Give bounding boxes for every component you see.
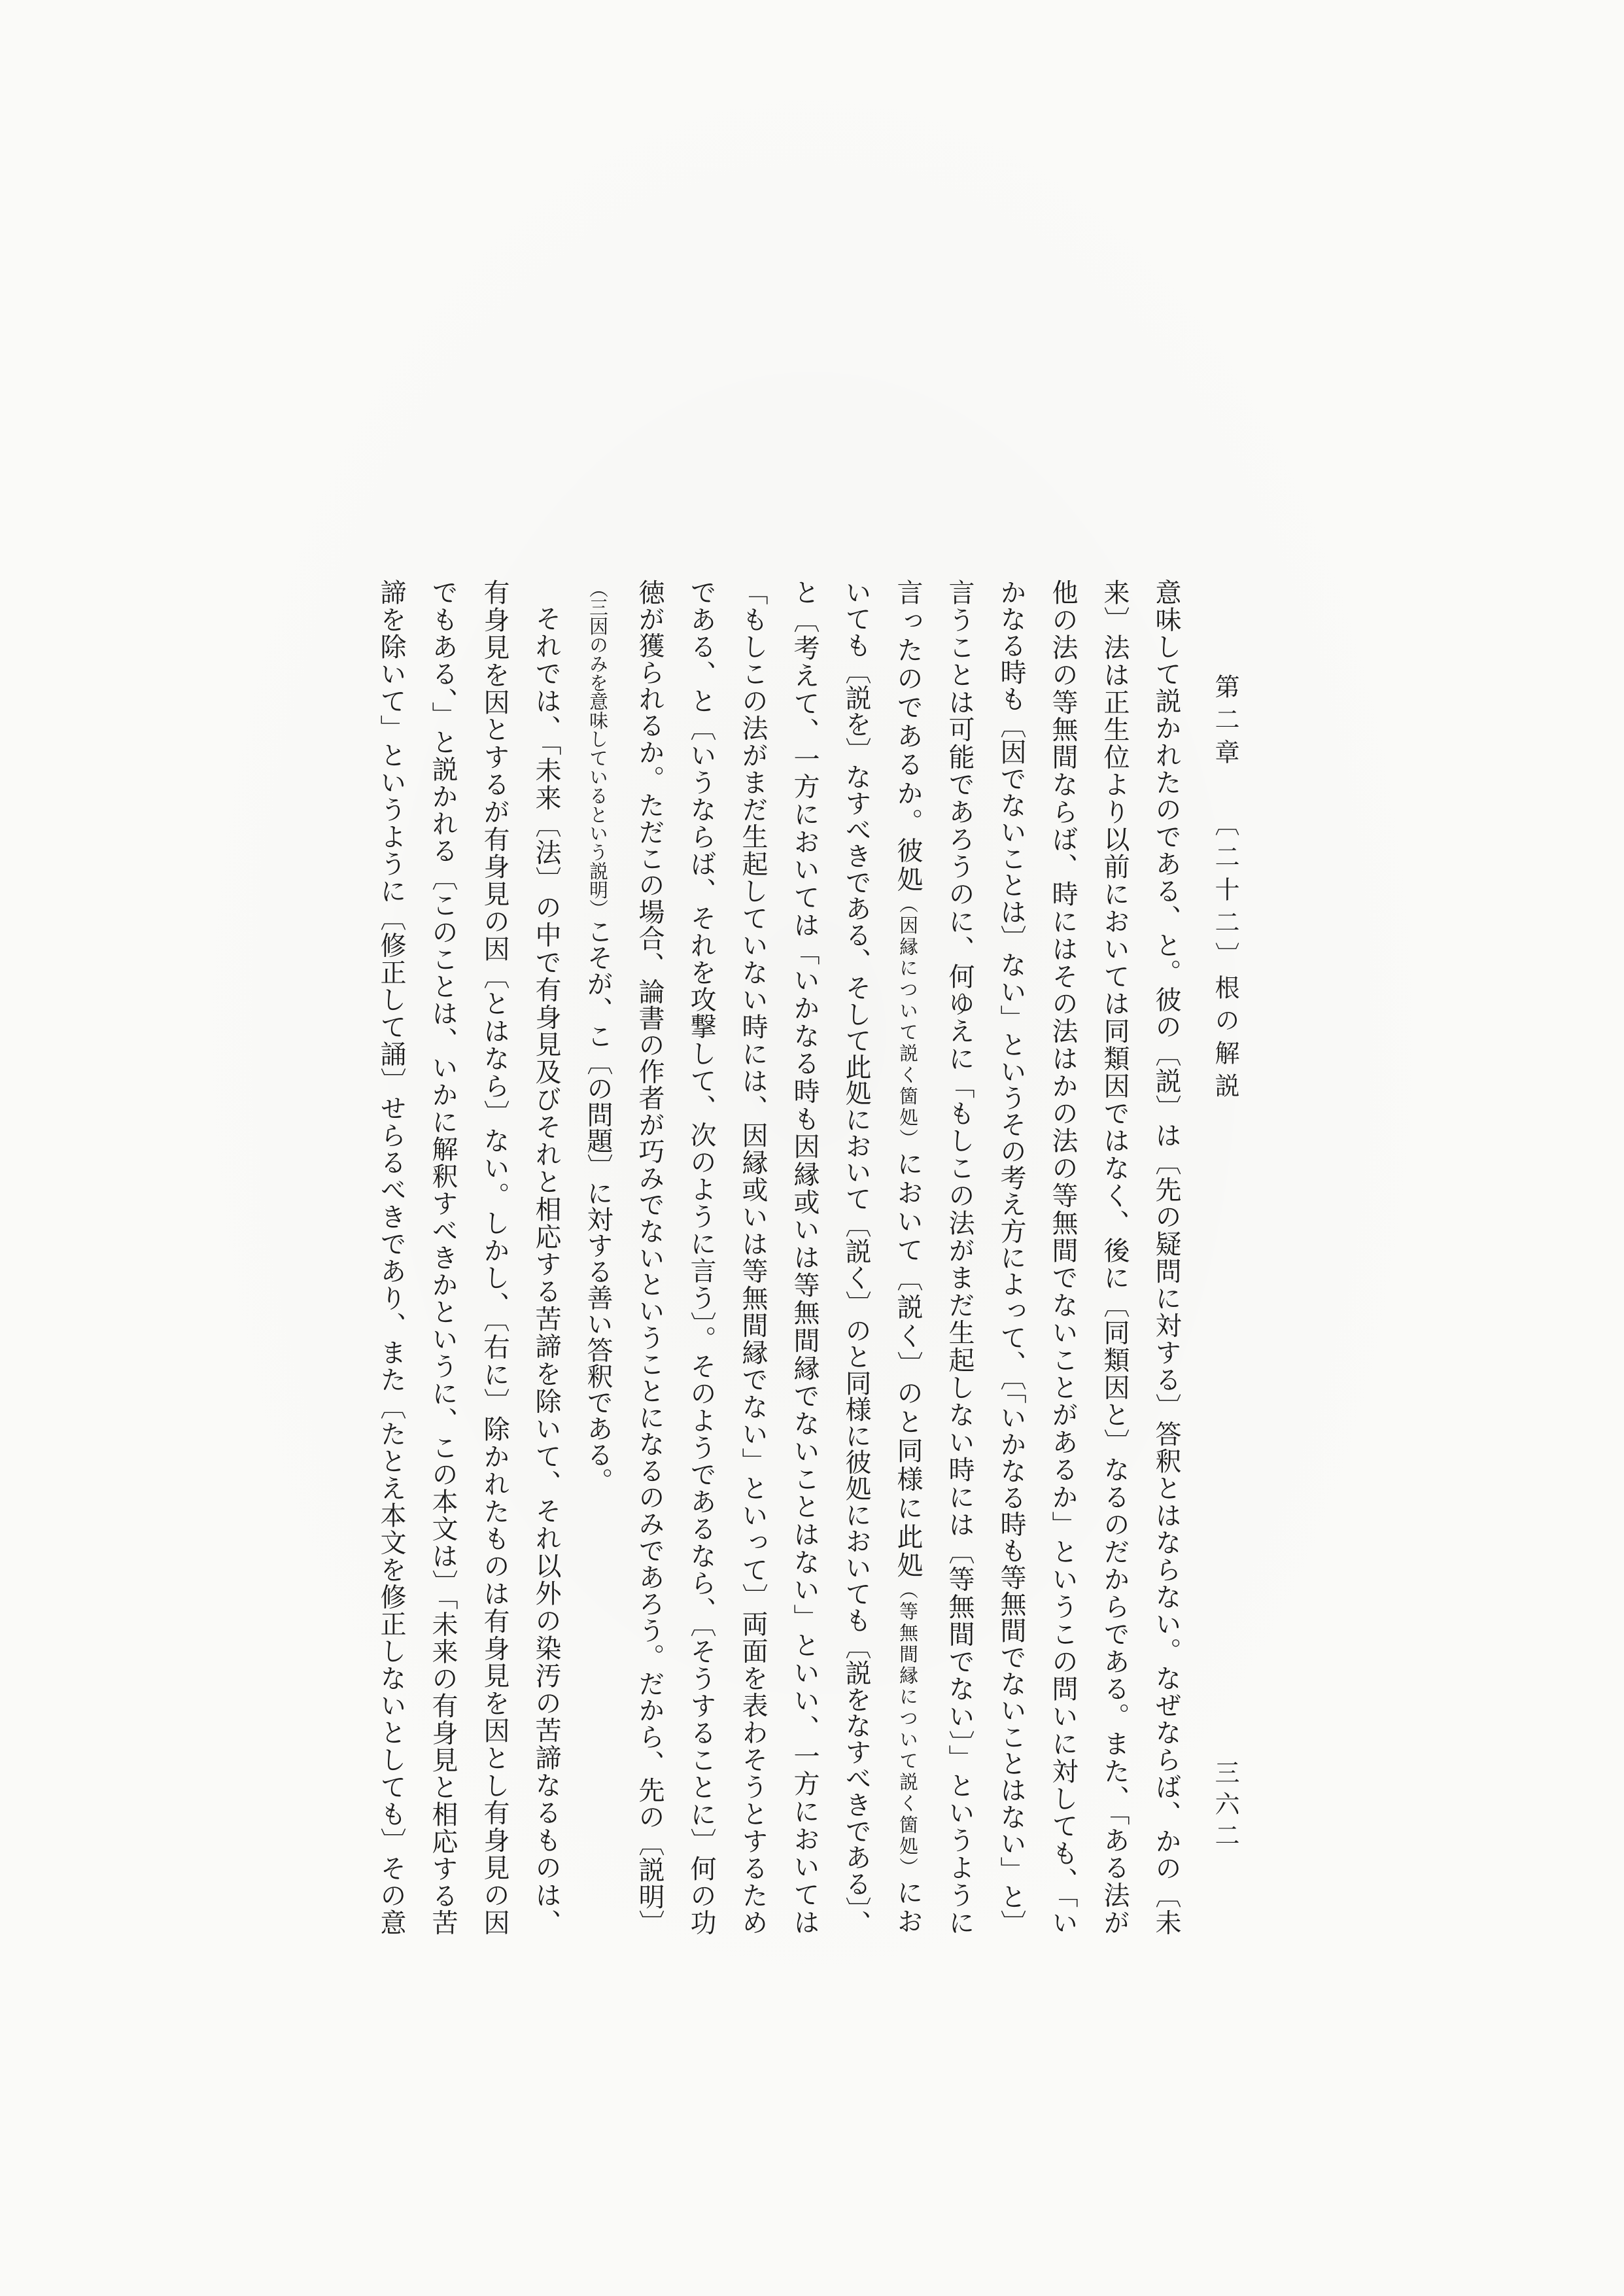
text-column-10 — [682, 579, 721, 1936]
running-head-chapter: 第二章 — [1211, 674, 1239, 772]
text-run: でもある、」と説かれる〔このことは、いかに解釈すべきかというに、この本文は〕「未来の有身見と相応する苦 — [428, 579, 458, 1936]
column-line — [893, 579, 923, 1936]
text-run: それでは、「未来〔法〕の中で有身見及びそれと相応する苦諦を除いて、それ以外の染汚の苦諦なるものは、 — [531, 605, 561, 1936]
text-run: と〔考えて、一方においては「いかなる時も因縁或いは等無間縁でないことはない」といい、一方においては — [789, 579, 820, 1936]
text-run: 言ったのであるか。彼処 — [893, 579, 923, 895]
text-column-12 — [578, 579, 617, 1936]
column-line — [583, 579, 613, 1493]
text-run: 他の法の等無間ならば、時にはその法はかの法の等無間でないことがあるか」というこの問いに対しても、「い — [1048, 579, 1078, 1936]
text-column-9 — [733, 579, 772, 1936]
column-line — [479, 579, 510, 1936]
text-column-15 — [423, 579, 462, 1936]
text-run: 意味して説かれたのである、と。彼の〔説〕は〔先の疑問に対する〕答釈とはならない。なぜならば、かの〔未 — [1151, 579, 1181, 1936]
text-run: である、と〔いうならば、それを攻撃して、次のように言う〕。そのようであるなら、〔そうすることに〕何の功 — [686, 579, 716, 1936]
page-number: 三六二 — [1211, 1760, 1239, 1854]
column-line — [1151, 579, 1181, 1936]
column-line — [1048, 579, 1078, 1936]
text-column-5 — [940, 579, 979, 1936]
text-column-13 — [527, 605, 566, 1936]
inline-note: （等無間縁について説く箇処） — [897, 1580, 919, 1879]
text-run: こそが、こ〔の問題〕に対する善い答釈である。 — [583, 918, 613, 1494]
text-column-2 — [1095, 579, 1134, 1936]
text-run: 諦を除いて」というように〔修正して誦〕せらるべきであり、また〔たとえ本文を修正しないとしても〕その意 — [376, 579, 406, 1936]
text-column-6 — [888, 579, 927, 1936]
text-run: 言うことは可能であろうのに、何ゆえに「もしこの法がまだ生起しない時には〔等無間でない〕」というように — [944, 579, 975, 1936]
inline-note: （三因のみを意味しているという説明） — [587, 579, 609, 918]
text-column-16 — [371, 579, 411, 1936]
column-line — [789, 579, 820, 1936]
text-column-7 — [837, 579, 876, 1936]
text-run: いても〔説を〕なすべきである、そして此処において〔説く〕のと同様に彼処においても〔説をなすべきである〕、 — [841, 579, 871, 1936]
column-line — [944, 579, 975, 1936]
text-column-3 — [1043, 579, 1082, 1936]
column-line — [531, 605, 561, 1936]
inline-note: （因縁について説く箇処） — [897, 894, 919, 1151]
text-run: において〔説く〕のと同様に此処 — [893, 1150, 923, 1580]
text-column-14 — [475, 579, 514, 1936]
text-column-4 — [992, 579, 1031, 1936]
text-run: にお — [893, 1879, 923, 1936]
column-line — [841, 579, 871, 1936]
column-line — [428, 579, 458, 1936]
text-run: かなる時も〔因でないことは〕ない」というその考え方によって、〔「いかなる時も等無間でないことはない」と〕 — [996, 579, 1026, 1936]
running-head-title: 〔二十二〕根の解説 — [1211, 811, 1239, 1105]
column-line — [996, 579, 1026, 1936]
text-run: 有身見を因とするが有身見の因〔とはなら〕ない。しかし、〔右に〕除かれたものは有身見を因とし有身見の因 — [479, 579, 510, 1936]
column-line — [1099, 579, 1130, 1936]
column-line — [634, 579, 665, 1936]
text-run: 「もしこの法がまだ生起していない時には、因縁或いは等無間縁でない」といって〕両面を表わそうとするため — [738, 579, 768, 1936]
text-run: 徳が獲られるか。ただこの場合、論書の作者が巧みでないということになるのみであろう。だから、先の〔説明〕 — [634, 579, 665, 1936]
text-column-11 — [630, 579, 669, 1936]
text-column-1 — [1147, 579, 1186, 1936]
text-column-8 — [785, 579, 824, 1936]
column-line — [738, 579, 768, 1936]
column-line — [686, 579, 716, 1936]
text-run: 来〕法は正生位より以前においては同類因ではなく、後に〔同類因と〕なるのだからである。また、「ある法が — [1099, 579, 1130, 1936]
column-line — [376, 579, 406, 1936]
